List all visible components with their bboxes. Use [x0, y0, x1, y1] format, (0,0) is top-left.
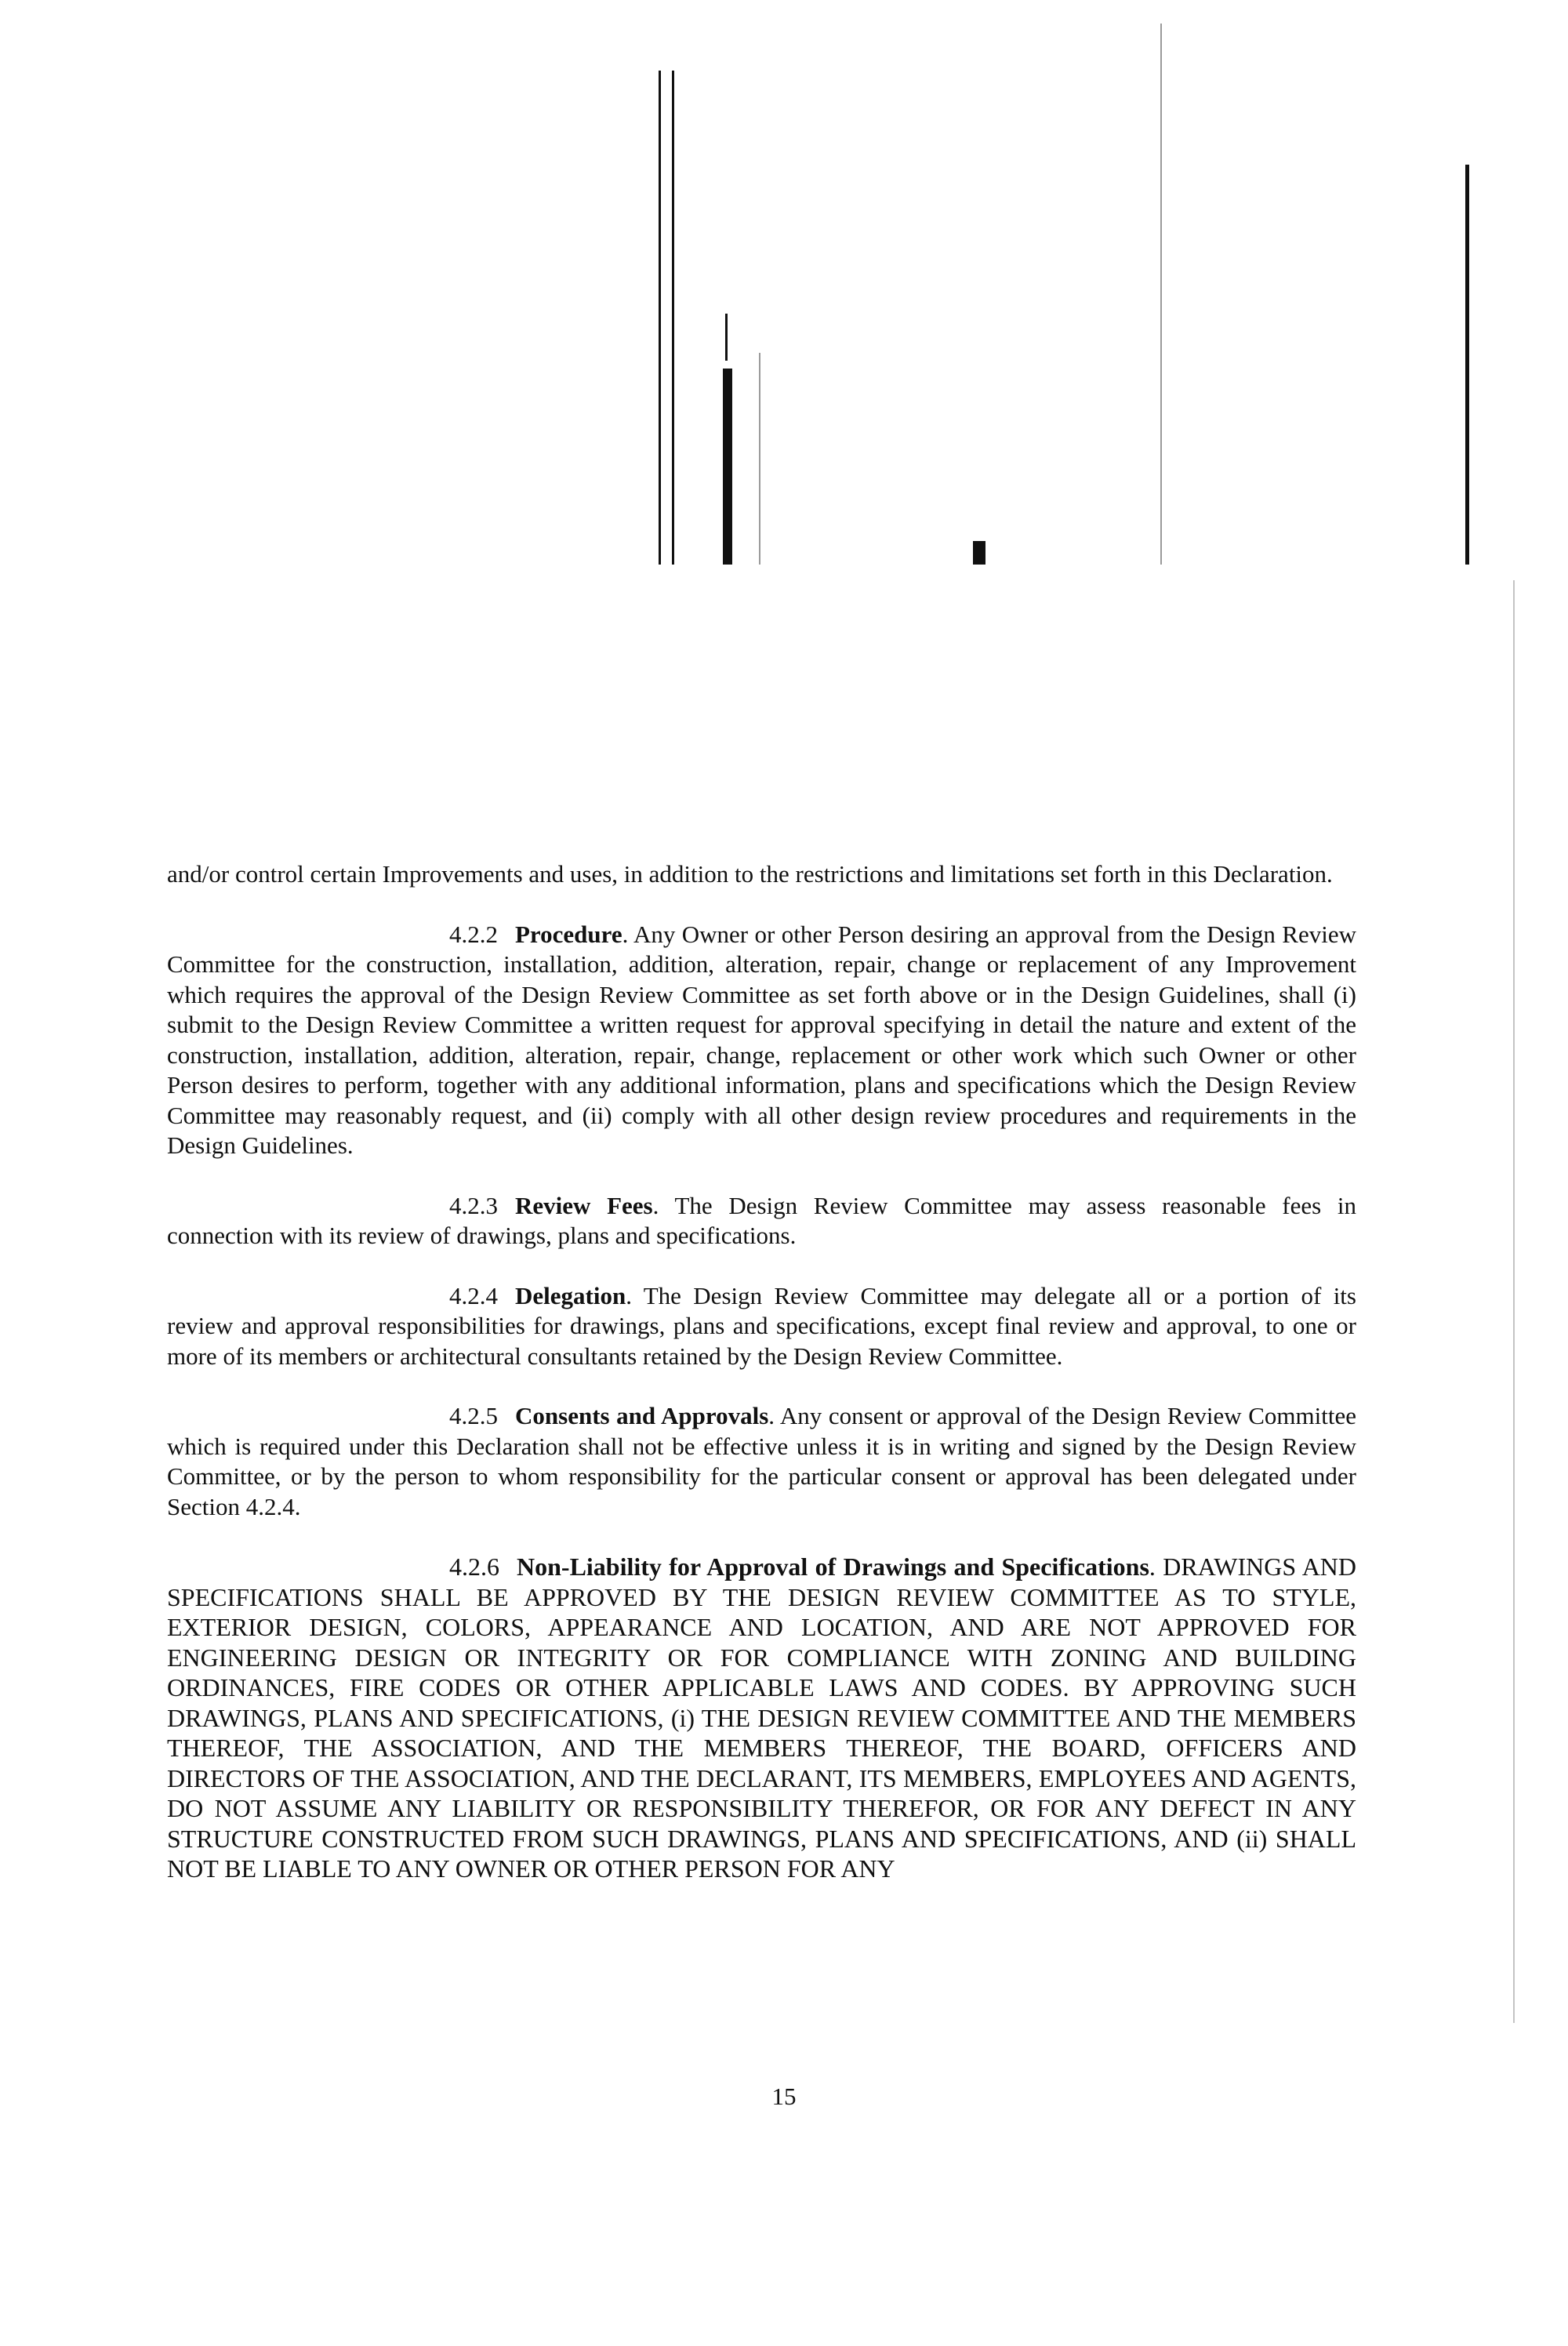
scan-artifact-bar — [723, 369, 732, 565]
heading-period: . — [652, 1191, 675, 1219]
scan-artifact-line — [1465, 165, 1469, 565]
section-number: 4.2.6 — [449, 1552, 499, 1581]
document-body — [167, 859, 1356, 1914]
section-4-2-6 — [167, 1552, 1356, 1884]
section-number: 4.2.3 — [449, 1191, 498, 1219]
section-heading: Review Fees — [515, 1191, 653, 1219]
scan-artifact-line — [1513, 580, 1515, 2023]
section-body: DRAWINGS AND SPECIFICATIONS SHALL BE APPROVED BY THE DESIGN REVIEW COMMITTEE AS TO STYLE, EXTERIOR DESIGN, COLORS, APPEARANCE AND LOCATION, AND ARE NOT APPROVED FOR ENGINEERING DESIGN OR INTEGRITY OR FOR COMPLIANCE WITH ZONING AND BUILDING ORDINANCES, FIRE CODES OR OTHER APPLICABLE LAWS AND CODES. BY APPROVING SUCH DRAWINGS, PLANS AND SPECIFICATIONS, (i) THE DESIGN REVIEW COMMITTEE AND THE MEMBERS THEREOF, THE ASSOCIATION, AND THE MEMBERS THEREOF, THE BOARD, OFFICERS AND DIRECTORS OF THE ASSOCIATION, AND THE DECLARANT, ITS MEMBERS, EMPLOYEES AND AGENTS, DO NOT ASSUME ANY LIABILITY OR RESPONSIBILITY THEREFOR, OR FOR ANY DEFECT IN ANY STRUCTURE CONSTRUCTED FROM SUCH DRAWINGS, PLANS AND SPECIFICATIONS, AND (ii) SHALL NOT BE LIABLE TO ANY OWNER OR OTHER PERSON FOR ANY — [167, 1552, 1357, 1883]
scan-artifact-mark — [973, 541, 985, 565]
section-4-2-2 — [167, 920, 1356, 1161]
section-heading: Consents and Approvals — [515, 1402, 769, 1429]
section-4-2-3 — [167, 1191, 1356, 1251]
heading-period: . — [1149, 1552, 1163, 1581]
section-number: 4.2.5 — [449, 1402, 498, 1429]
heading-period: . — [622, 920, 634, 948]
scan-artifact-line — [1160, 24, 1162, 565]
section-body: The Design Review Committee may delegate all or a portion of its review and approval responsibilities for drawings, plans and specifications, except final review and approval, to one or more of its members or architectural consultants retained by the Design Review Committee. — [167, 1281, 1356, 1370]
scan-artifact-line — [672, 71, 674, 565]
heading-period: . — [626, 1281, 644, 1309]
page-number: 15 — [771, 2083, 797, 2110]
section-4-2-4 — [167, 1281, 1356, 1372]
section-body: The Design Review Committee may assess reasonable fees in connection with its review of drawings, plans and specifications. — [167, 1191, 1356, 1249]
heading-period: . — [768, 1402, 780, 1429]
section-heading: Delegation — [515, 1281, 626, 1309]
section-number: 4.2.4 — [449, 1281, 498, 1309]
scan-artifact-line — [659, 71, 661, 565]
section-4-2-5 — [167, 1401, 1356, 1522]
section-number: 4.2.2 — [449, 920, 498, 948]
scan-artifact-line — [759, 353, 760, 565]
section-heading: Procedure — [515, 920, 622, 948]
scan-artifact-line — [725, 314, 728, 361]
section-heading: Non-Liability for Approval of Drawings and Specifications — [517, 1552, 1149, 1581]
section-body: Any Owner or other Person desiring an approval from the Design Review Committee for the construction, installation, addition, alteration, repair, change or replacement of any Improvement which requires the approval of the Design Review Committee as set forth above or in the Design Guidelines, shall (i) submit to the Design Review Committee a written request for approval specifying in detail the nature and extent of the construction, installation, addition, alteration, repair, change, replacement or other work which such Owner or other Person desires to perform, together with any additional information, plans and specifications which the Design Review Committee may reasonably request, and (ii) comply with all other design review procedures and requirements in the Design Guidelines. — [167, 920, 1356, 1159]
section-body: Any consent or approval of the Design Review Committee which is required under this Declaration shall not be effective unless it is in writing and signed by the Design Review Committee, or by the person to whom responsibility for the particular consent or approval has been delegated under Section 4.2.4. — [167, 1402, 1356, 1520]
intro-continuation: and/or control certain Improvements and uses, in addition to the restrictions and limitations set forth in this Declaration. — [167, 860, 1333, 888]
